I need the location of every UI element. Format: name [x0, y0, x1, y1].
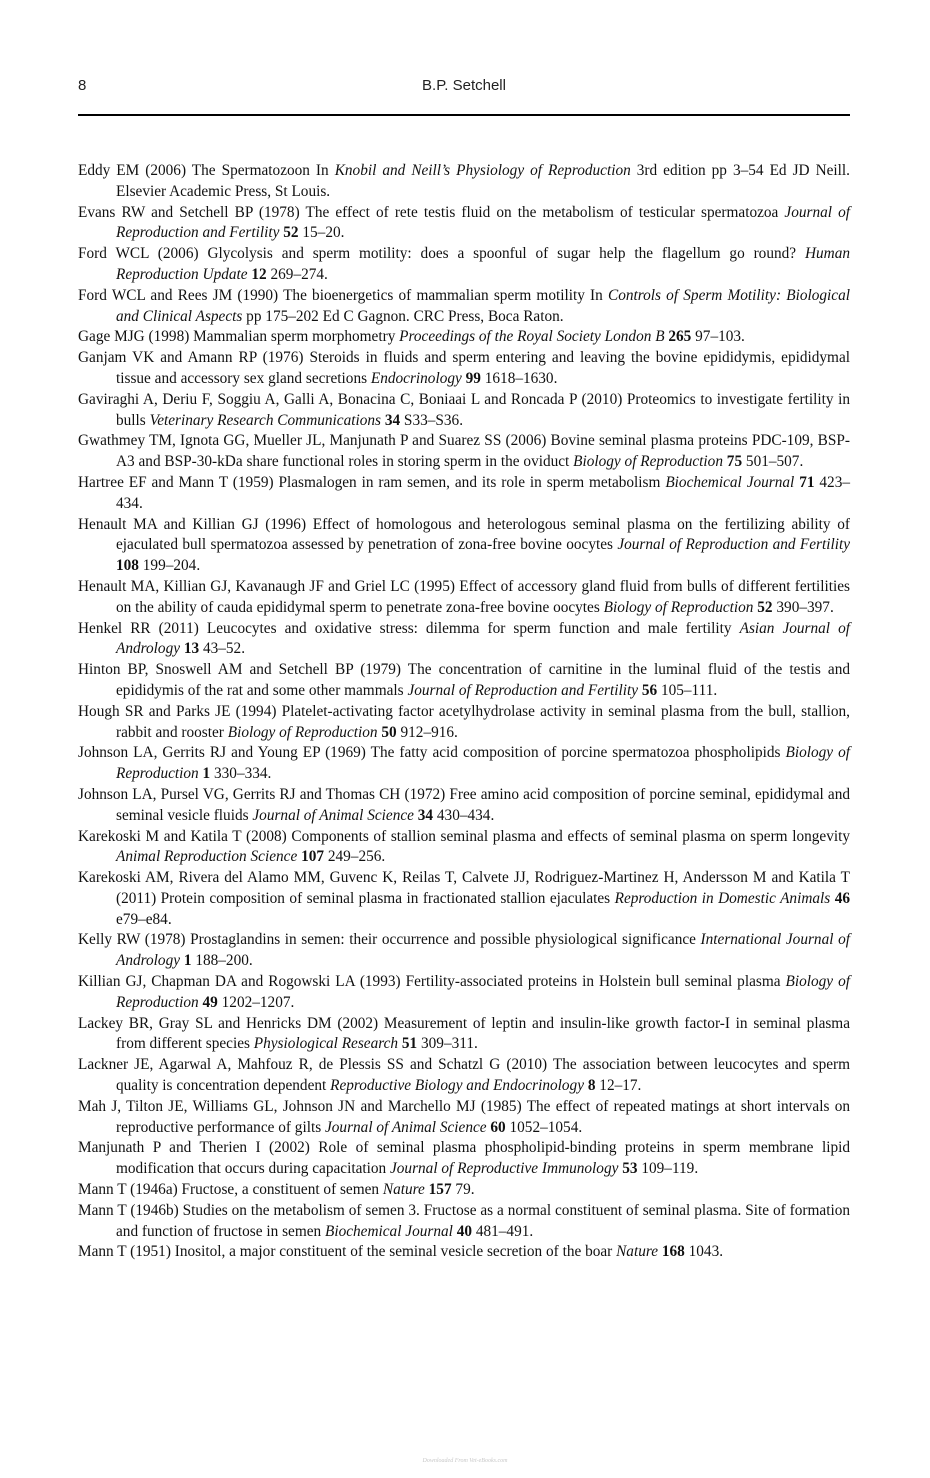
- reference-pages: 43–52.: [199, 640, 246, 658]
- reference-text: Ganjam VK and Amann RP (1976) Steroids in fluids and sperm entering and leaving the bovine epididymis, epididymal tissue and accessory sex gland secretions: [78, 349, 850, 387]
- reference-text: Ford WCL and Rees JM (1990) The bioenergetics of mammalian sperm motility In: [78, 286, 608, 304]
- reference-journal: Journal of Animal Science: [324, 1118, 487, 1136]
- reference-text: Johnson LA, Gerrits RJ and Young EP (1969) The fatty acid composition of porcine spermatozoa phospholipids: [78, 744, 786, 762]
- reference-entry: [78, 1097, 850, 1139]
- reference-text: pp 175–202 Ed C Gagnon. CRC Press, Boca Raton.: [242, 307, 564, 325]
- running-head: B.P. Setchell: [422, 77, 506, 94]
- reference-volume: 49: [202, 993, 218, 1011]
- reference-journal: Biology of Reproduction: [116, 744, 850, 783]
- reference-journal: Nature: [616, 1243, 659, 1261]
- reference-journal: Controls of Sperm Motility: Biological and Clinical Aspects: [116, 286, 850, 325]
- reference-text: Johnson LA, Pursel VG, Gerrits RJ and Thomas CH (1972) Free amino acid composition of porcine seminal, epididymal and seminal vesicle fluids: [78, 785, 850, 824]
- reference-entry: [78, 702, 850, 744]
- reference-journal: Asian Journal of Andrology: [116, 619, 850, 658]
- reference-volume: 52: [283, 224, 299, 242]
- reference-journal: Animal Reproduction Science: [116, 848, 298, 866]
- reference-text: Mann T (1946b) Studies on the metabolism of semen 3. Fructose as a normal constituent of seminal plasma. Site of formation and function of fructose in semen: [78, 1201, 850, 1240]
- reference-pages: e79–e84.: [116, 910, 172, 928]
- reference-journal: Biology of Reproduction: [227, 723, 378, 741]
- reference-text: Henault MA and Killian GJ (1996) Effect of homologous and heterologous seminal plasma on the fertilizing ability of ejaculated bull spermatozoa assessed by penetration of zona-free bovine oocytes: [78, 515, 850, 554]
- reference-volume: 60: [490, 1118, 506, 1136]
- reference-journal: Proceedings of the Royal Society London B: [399, 328, 665, 346]
- reference-entry: [78, 930, 850, 972]
- reference-text: Mann T (1946a) Fructose, a constituent of semen: [78, 1181, 383, 1199]
- reference-journal: Physiological Research: [253, 1035, 399, 1053]
- reference-journal: Biology of Reproduction: [573, 453, 723, 471]
- reference-entry: [78, 327, 850, 348]
- reference-journal: Journal of Reproduction and Fertility: [116, 203, 851, 242]
- reference-text: Ford WCL (2006) Glycolysis and sperm motility: does a spoonful of sugar help the flagellum go round?: [78, 245, 805, 263]
- reference-pages: 97–103.: [691, 328, 745, 346]
- reference-pages: 1043.: [684, 1243, 724, 1261]
- reference-volume: 13: [183, 640, 200, 658]
- reference-volume: 46: [834, 889, 850, 907]
- reference-entry: [78, 286, 850, 328]
- reference-pages: 109–119.: [637, 1160, 699, 1178]
- reference-journal: Journal of Reproduction and Fertility: [407, 681, 638, 699]
- reference-entry: [78, 203, 850, 245]
- reference-entry: [78, 660, 850, 702]
- reference-pages: S33–S36.: [400, 411, 464, 429]
- reference-entry: [78, 1201, 850, 1243]
- reference-pages: 105–111.: [657, 681, 718, 699]
- reference-volume: 265: [668, 328, 692, 346]
- reference-text: Gwathmey TM, Ignota GG, Mueller JL, Manjunath P and Suarez SS (2006) Bovine seminal plasma proteins PDC-109, BSP-A3 and BSP-30-kDa share functional roles in storing sperm in the oviduct: [78, 432, 850, 471]
- reference-journal: Biology of Reproduction: [603, 598, 754, 616]
- reference-pages: 188–200.: [191, 952, 253, 970]
- reference-volume: 52: [757, 598, 773, 616]
- reference-pages: 481–491.: [472, 1222, 534, 1240]
- reference-text: Hartree EF and Mann T (1959) Plasmalogen in ram semen, and its role in sperm metabolism: [78, 473, 666, 491]
- reference-entry: [78, 348, 850, 390]
- reference-journal: Veterinary Research Communications: [149, 411, 381, 429]
- reference-volume: 168: [661, 1243, 685, 1261]
- reference-text: Lackey BR, Gray SL and Henricks DM (2002) Measurement of leptin and insulin-like growth factor-I in seminal plasma from different species: [78, 1014, 850, 1053]
- reference-journal: Journal of Animal Science: [252, 806, 414, 824]
- reference-journal: Nature: [382, 1181, 425, 1199]
- reference-entry: [78, 827, 850, 869]
- watermark: Downloaded From Vet-eBooks.com: [422, 1458, 508, 1464]
- reference-pages: 1618–1630.: [480, 369, 558, 387]
- reference-entry: [78, 431, 850, 473]
- reference-journal: Reproduction in Domestic Animals: [614, 889, 831, 907]
- reference-volume: 75: [726, 453, 743, 471]
- reference-text: Karekoski AM, Rivera del Alamo MM, Guvenc K, Reilas T, Calvete JJ, Rodriguez-Martinez H, Andersson M and Katila T (2011) Protein composition of seminal plasma in fractionated stallion ejaculates: [78, 869, 850, 907]
- reference-volume: 8: [587, 1077, 596, 1095]
- reference-pages: 199–204.: [138, 557, 201, 575]
- reference-entry: [78, 515, 850, 577]
- reference-text: Manjunath P and Therien I (2002) Role of seminal plasma phospholipid-binding proteins in sperm membrane lipid modification that occurs during capacitation: [78, 1139, 850, 1178]
- reference-journal: Reproductive Biology and Endocrinology: [330, 1077, 584, 1095]
- reference-journal: Journal of Reproduction and Fertility: [617, 536, 850, 554]
- reference-pages: 1202–1207.: [217, 993, 295, 1011]
- reference-text: Eddy EM (2006) The Spermatozoon In: [78, 162, 335, 179]
- reference-volume: 157: [428, 1181, 452, 1199]
- reference-text: Gaviraghi A, Deriu F, Soggiu A, Galli A, Bonacina C, Boniaai L and Roncada P (2010) Proteomics to investigate fertility in bulls: [78, 390, 850, 429]
- reference-text: Kelly RW (1978) Prostaglandins in semen: their occurrence and possible physiological significance: [78, 931, 701, 949]
- reference-volume: 51: [401, 1035, 418, 1053]
- reference-entry: [78, 1180, 850, 1201]
- reference-journal: Human Reproduction Update: [116, 245, 850, 283]
- reference-text: Henault MA, Killian GJ, Kavanaugh JF and Griel LC (1995) Effect of accessory gland fluid from bulls of different fertilities on the ability of cauda epididymal sperm to penetrate zona-free bovine oocytes: [78, 577, 850, 616]
- reference-pages: 423–434.: [116, 473, 851, 512]
- reference-volume: 50: [381, 723, 397, 741]
- reference-pages: 12–17.: [595, 1077, 642, 1095]
- reference-pages: 430–434.: [433, 806, 495, 824]
- reference-volume: 56: [641, 681, 658, 699]
- reference-pages: 15–20.: [298, 224, 345, 242]
- reference-volume: 1: [183, 952, 192, 970]
- reference-entry: [78, 619, 850, 661]
- reference-entry: [78, 743, 850, 785]
- reference-text: Killian GJ, Chapman DA and Rogowski LA (1993) Fertility-associated proteins in Holstein bull seminal plasma: [78, 973, 786, 991]
- reference-entry: [78, 1055, 850, 1097]
- reference-text: Henkel RR (2011) Leucocytes and oxidative stress: dilemma for sperm function and male fertility: [78, 619, 740, 637]
- reference-entry: [78, 577, 850, 619]
- reference-text: Mah J, Tilton JE, Williams GL, Johnson JN and Marchello MJ (1985) The effect of repeated matings at short intervals on reproductive performance of gilts: [78, 1097, 850, 1136]
- reference-entry: [78, 1138, 850, 1180]
- reference-journal: Biochemical Journal: [325, 1222, 453, 1240]
- reference-entry: [78, 972, 850, 1014]
- reference-list: [78, 161, 850, 1263]
- reference-volume: 99: [465, 369, 481, 387]
- reference-volume: 53: [622, 1160, 638, 1178]
- reference-volume: 107: [301, 848, 325, 866]
- page-number: 8: [78, 77, 87, 94]
- reference-volume: 34: [417, 806, 434, 824]
- reference-volume: 71: [799, 473, 815, 491]
- reference-entry: [78, 785, 850, 827]
- reference-entry: [78, 473, 850, 515]
- reference-text: Hough SR and Parks JE (1994) Platelet-activating factor acetylhydrolase activity in seminal plasma from the bull, stallion, rabbit and rooster: [78, 702, 850, 741]
- reference-journal: International Journal of Andrology: [116, 931, 850, 970]
- reference-entry: [78, 161, 850, 203]
- reference-text: Gage MJG (1998) Mammalian sperm morphometry: [78, 328, 400, 346]
- reference-text: Karekoski M and Katila T (2008) Components of stallion seminal plasma and effects of seminal plasma on sperm longevity: [78, 827, 850, 845]
- reference-journal: Biology of Reproduction: [116, 973, 850, 1011]
- reference-pages: 309–311.: [417, 1035, 478, 1053]
- header-rule: [78, 114, 850, 116]
- reference-pages: 501–507.: [742, 453, 804, 471]
- reference-entry: [78, 244, 850, 286]
- page-header: [78, 74, 850, 98]
- reference-pages: 249–256.: [324, 848, 386, 866]
- reference-entry: [78, 1014, 850, 1056]
- reference-volume: 108: [116, 557, 139, 575]
- reference-text: Mann T (1951) Inositol, a major constituent of the seminal vesicle secretion of the boar: [78, 1243, 617, 1261]
- reference-journal: Endocrinology: [370, 369, 462, 387]
- reference-pages: 390–397.: [772, 598, 834, 616]
- reference-pages: 269–274.: [266, 265, 328, 283]
- reference-pages: 79.: [451, 1181, 475, 1199]
- reference-volume: 12: [251, 265, 267, 283]
- reference-journal: Knobil and Neill’s Physiology of Reproduction: [334, 162, 631, 179]
- reference-volume: 34: [384, 411, 401, 429]
- reference-journal: Biochemical Journal: [665, 473, 795, 491]
- reference-entry: [78, 1242, 850, 1263]
- reference-text: 3rd edition pp 3–54 Ed JD Neill. Elsevier Academic Press, St Louis.: [116, 162, 850, 200]
- reference-journal: Journal of Reproductive Immunology: [389, 1160, 619, 1178]
- reference-entry: [78, 868, 850, 930]
- reference-text: Evans RW and Setchell BP (1978) The effect of rete testis fluid on the metabolism of testicular spermatozoa: [78, 203, 785, 221]
- reference-pages: 912–916.: [396, 723, 458, 741]
- reference-volume: 40: [456, 1222, 472, 1240]
- reference-volume: 1: [202, 765, 211, 783]
- reference-text: Lackner JE, Agarwal A, Mahfouz R, de Plessis SS and Schatzl G (2010) The association between leucocytes and sperm quality is concentration dependent: [78, 1056, 850, 1095]
- reference-pages: 1052–1054.: [505, 1118, 583, 1136]
- reference-entry: [78, 390, 850, 432]
- reference-pages: 330–334.: [210, 765, 272, 783]
- reference-text: Hinton BP, Snoswell AM and Setchell BP (1979) The concentration of carnitine in the luminal fluid of the testis and epididymis of the rat and some other mammals: [78, 661, 850, 699]
